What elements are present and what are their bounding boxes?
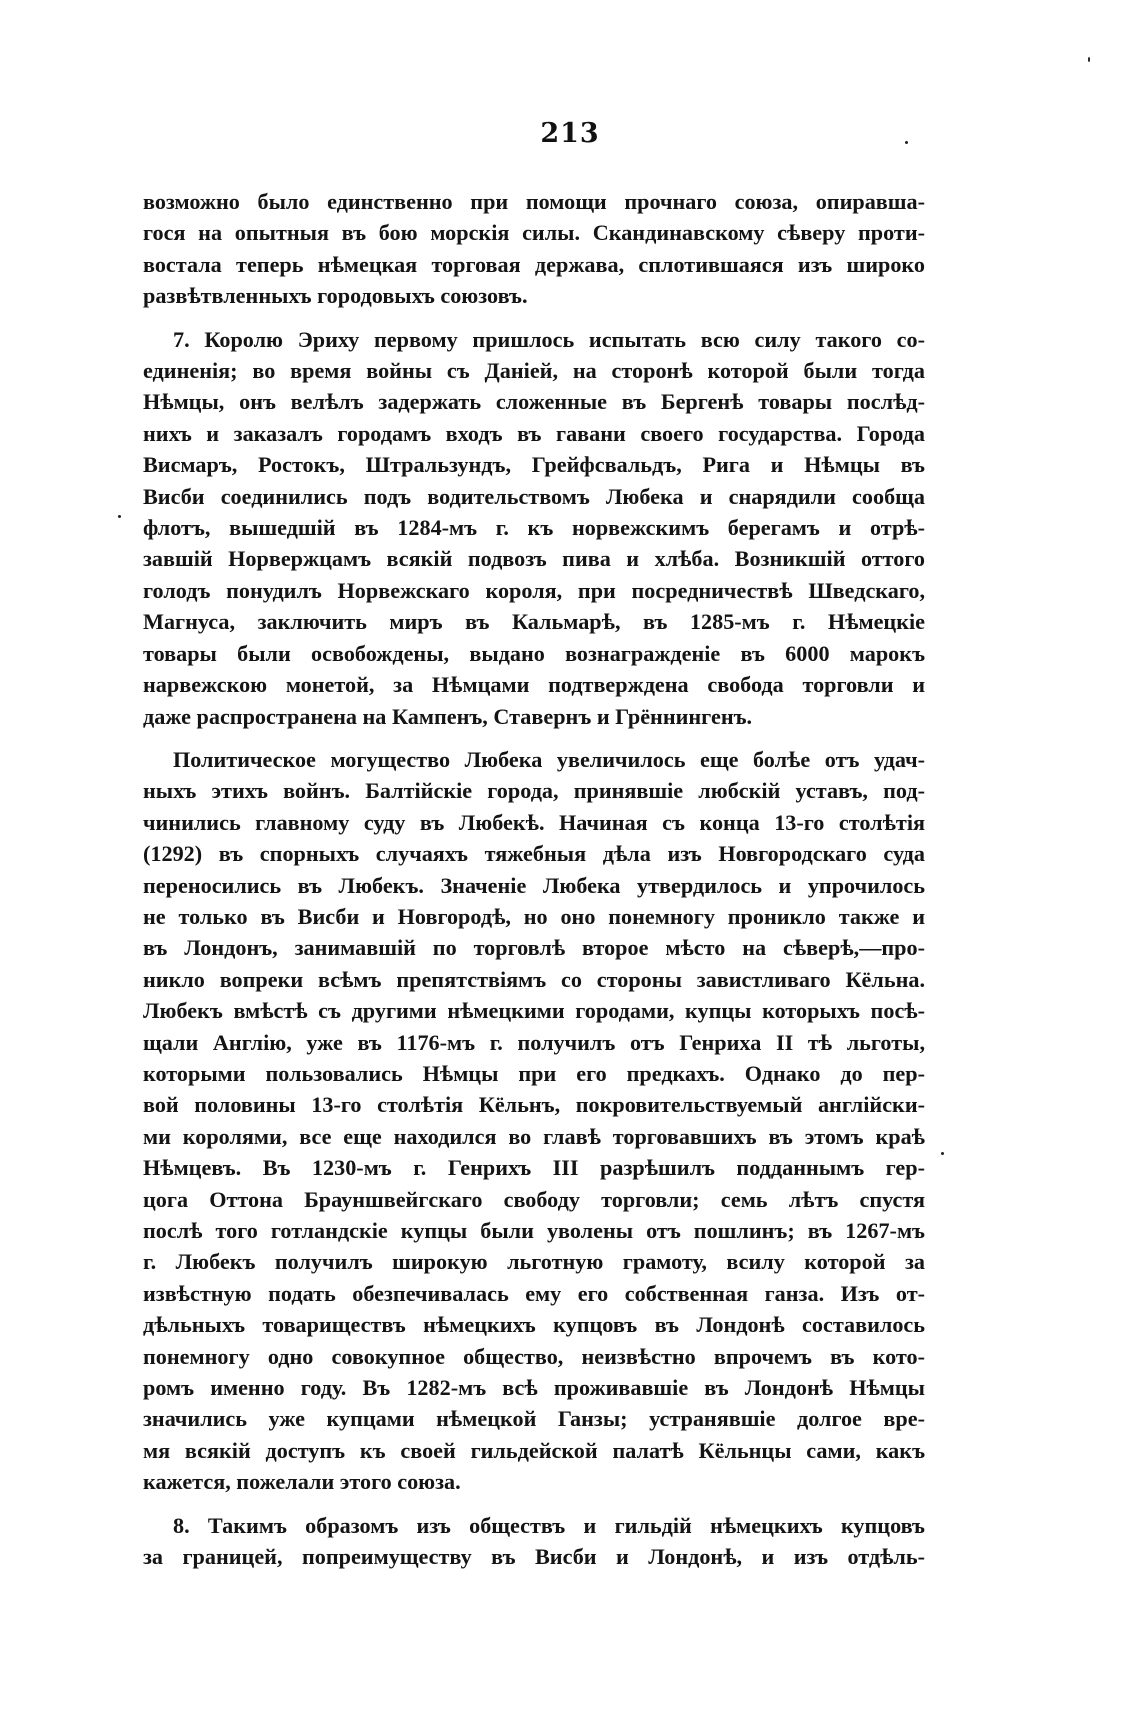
text-line: кажется, пожелали этого союза. bbox=[143, 1469, 461, 1495]
scan-speck bbox=[118, 515, 121, 518]
text-line: нарвежскою монетой, за Нѣмцами подтверждена свобода торговли и bbox=[143, 672, 925, 698]
text-line: 8. Такимъ образомъ изъ обществъ и гильдій нѣмецкихъ купцовъ bbox=[173, 1512, 925, 1538]
text-line: щали Англію, уже въ 1176-мъ г. получилъ отъ Генриха II тѣ льготы, bbox=[143, 1029, 925, 1055]
text-line: мя всякій доступъ къ своей гильдейской палатѣ Кёльнцы сами, какъ bbox=[143, 1437, 925, 1463]
text-line: переносились въ Любекъ. Значеніе Любека утвердилось и упрочилось bbox=[143, 872, 925, 898]
text-line: (1292) въ спорныхъ случаяхъ тяжебныя дѣла изъ Новгородскаго суда bbox=[143, 841, 925, 867]
paragraph bbox=[143, 1510, 925, 1573]
text-line: извѣстную подать обезпечивалась ему его собственная ганза. Изъ от- bbox=[143, 1280, 925, 1306]
text-line: Любекъ вмѣстѣ съ другими нѣмецкими городами, купцы которыхъ посѣ- bbox=[143, 998, 925, 1024]
text-line: развѣтвленныхъ городовыхъ союзовъ. bbox=[143, 283, 528, 309]
text-line: нихъ и заказалъ городамъ входъ въ гавани своего государства. Города bbox=[143, 420, 925, 446]
text-line: никло вопреки всѣмъ препятствіямъ со стороны завистливаго Кёльна. bbox=[143, 966, 925, 992]
text-line: за границей, попреимуществу въ Висби и Лондонѣ, и изъ отдѣль- bbox=[143, 1544, 925, 1570]
text-line: завшій Норвержцамъ всякій подвозъ пива и хлѣба. Возникшій оттого bbox=[143, 546, 925, 572]
text-line: которыми пользовались Нѣмцы при его предкахъ. Однако до пер- bbox=[143, 1060, 925, 1086]
text-line: г. Любекъ получилъ широкую льготную грамоту, всилу которой за bbox=[143, 1249, 925, 1275]
text-line: Магнуса, заключить миръ въ Кальмарѣ, въ 1285-мъ г. Нѣмецкіе bbox=[143, 609, 925, 635]
text-line: чинились главному суду въ Любекѣ. Начиная съ конца 13-го столѣтія bbox=[143, 809, 925, 835]
text-line: Висмаръ, Ростокъ, Штральзундъ, Грейфсвальдъ, Рига и Нѣмцы въ bbox=[143, 452, 925, 478]
text-line: понемногу одно совокупное общество, неизвѣстно впрочемъ въ кото- bbox=[143, 1343, 925, 1369]
text-line: послѣ того готландскіе купцы были уволены отъ пошлинъ; въ 1267-мъ bbox=[143, 1218, 925, 1243]
text-line: Нѣмцы, онъ велѣлъ задержать сложенные въ Бергенѣ товары послѣд- bbox=[143, 389, 925, 415]
paragraph bbox=[143, 744, 925, 1498]
paragraph bbox=[143, 324, 925, 732]
text-line: товары были освобождены, выдано вознагражденіе въ 6000 марокъ bbox=[143, 640, 925, 666]
text-line: 7. Королю Эриху первому пришлось испытать всю силу такого со- bbox=[173, 326, 925, 352]
text-line: флотъ, вышедшій въ 1284-мъ г. къ норвежскимъ берегамъ и отрѣ- bbox=[143, 515, 925, 541]
text-line: единенія; во время войны съ Даніей, на сторонѣ которой были тогда bbox=[143, 358, 925, 384]
text-line: Политическое могущество Любека увеличилось еще болѣе отъ удач- bbox=[173, 746, 925, 772]
text-line: въ Лондонъ, занимавшій по торговлѣ второе мѣсто на сѣверѣ,—про- bbox=[143, 935, 925, 961]
text-line: значились уже купцами нѣмецкой Ганзы; устранявшіе долгое вре- bbox=[143, 1406, 925, 1432]
text-line: вой половины 13-го столѣтія Кёльнъ, покровительствуемый англійски- bbox=[143, 1092, 925, 1118]
text-line: востала теперь нѣмецкая торговая держава, сплотившаяся изъ широко bbox=[143, 251, 925, 277]
page-number: 213 bbox=[540, 118, 600, 149]
text-line: голодъ понудилъ Норвежскаго короля, при посредничествѣ Шведскаго, bbox=[143, 577, 925, 603]
body-text bbox=[143, 186, 925, 1572]
text-line: не только въ Висби и Новгородѣ, но оно понемногу проникло также и bbox=[143, 903, 925, 929]
text-line: Висби соединились подъ водительствомъ Любека и снарядили сообща bbox=[143, 483, 925, 509]
text-line: гося на опытныя въ бою морскія силы. Скандинавскому сѣверу проти- bbox=[143, 220, 925, 246]
text-line: ми королями, все еще находился во главѣ торговавшихъ въ этомъ краѣ bbox=[143, 1123, 925, 1149]
text-line: Нѣмцевъ. Въ 1230-мъ г. Генрихъ III разрѣшилъ подданнымъ гер- bbox=[143, 1155, 925, 1181]
text-line: дѣльныхъ товариществъ нѣмецкихъ купцовъ въ Лондонѣ составилось bbox=[143, 1312, 925, 1338]
text-line: даже распространена на Кампенъ, Ставернъ и Грённингенъ. bbox=[143, 703, 753, 729]
text-line: ромъ именно году. Въ 1282-мъ всѣ проживавшіе въ Лондонѣ Нѣмцы bbox=[143, 1375, 925, 1401]
scan-speck bbox=[905, 141, 908, 144]
scan-speck bbox=[1088, 57, 1090, 62]
paragraph bbox=[143, 186, 925, 312]
text-line: возможно было единственно при помощи прочнаго союза, опиравша- bbox=[143, 189, 925, 214]
text-line: ныхъ этихъ войнъ. Балтійскіе города, принявшіе любскій уставъ, под- bbox=[143, 778, 925, 804]
text-line: цога Оттона Брауншвейгскаго свободу торговли; семь лѣтъ спустя bbox=[143, 1186, 925, 1212]
scan-speck bbox=[941, 1152, 944, 1155]
